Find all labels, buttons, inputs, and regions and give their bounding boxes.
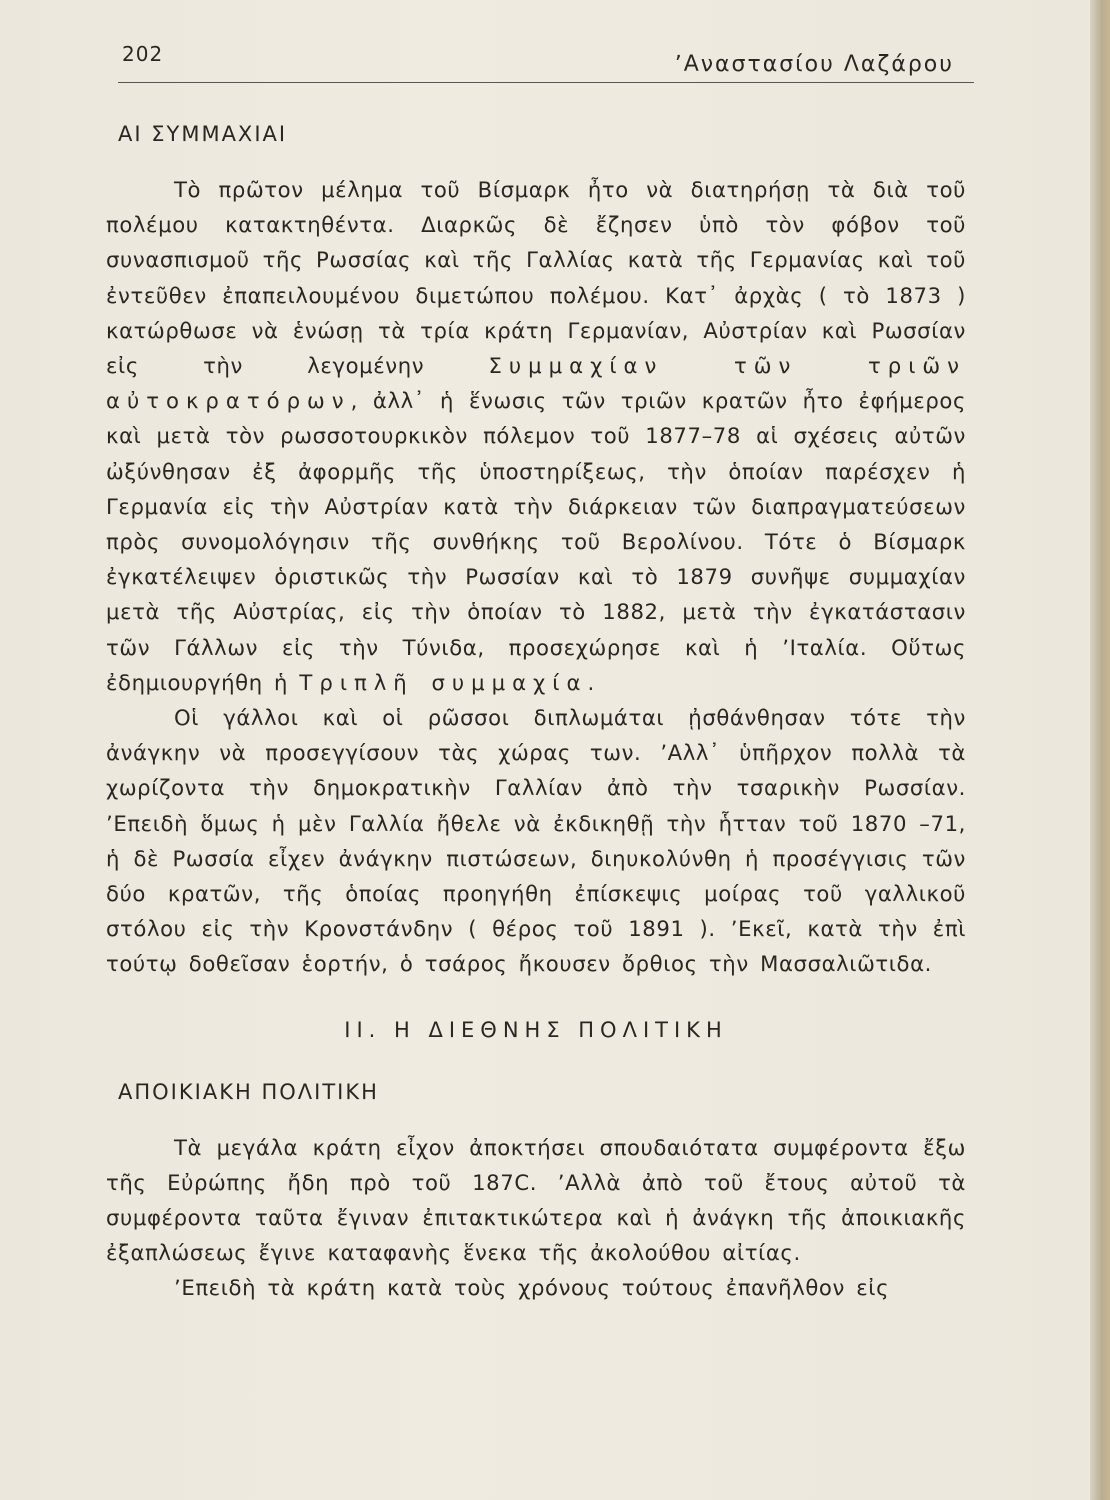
- paragraph-alliances-1: [106, 172, 966, 700]
- page-number: 202: [122, 42, 164, 66]
- section-heading-colonial: ΑΠΟΙΚΙΑΚΗ ΠΟΛΙΤΙΚΗ: [118, 1079, 379, 1104]
- chapter-heading: ΙΙ. Η ΔΙΕΘΝΗΣ ΠΟΛΙΤΙΚΗ: [344, 1017, 728, 1042]
- section-heading-alliances: ΑΙ ΣΥΜΜΑΧΙΑΙ: [118, 122, 288, 146]
- page-edge-shadow: [1090, 0, 1110, 1500]
- paragraph-text: , ἀλλ᾽ ἡ ἕνωσις τῶν τριῶν κρατῶν ἦτο ἐφήμερος καὶ μετὰ τὸν ρωσσοτουρκικὸν πόλεμον τοῦ 1877–78 αἱ σχέσεις αὐτῶν ὠξύνθησαν ἐξ ἀφορμῆς τῆς ὑποστηρίξεως, τὴν ὁποίαν παρέσχεν ἡ Γερμανία εἰς τὴν Αὐστρίαν κατὰ τὴν διάρκειαν τῶν διαπραγματεύσεων πρὸς συνομολόγησιν τῆς συνθήκης τοῦ Βερολίνου. Τότε ὁ Βίσμαρκ ἐγκατέλειψεν ὁριστικῶς τὴν Ρωσσίαν καὶ τὸ 1879 συνῆψε συμμαχίαν μετὰ τῆς Αὐστρίας, εἰς τὴν ὁποίαν τὸ 1882, μετὰ τὴν ἐγκατάστασιν τῶν Γάλλων εἰς τὴν Τύνιδα, προσεχώρησε καὶ ἡ ʼΙταλία. Οὕτως ἐδημιουργήθη ἡ: [106, 388, 966, 695]
- paragraph-alliances-2: Οἱ γάλλοι καὶ οἱ ρῶσσοι διπλωμάται ᾐσθάνθησαν τότε τὴν ἀνάγκην νὰ προσεγγίσουν τὰς χώρας των. ʼΑλλ᾽ ὑπῆρχον πολλὰ τὰ χωρίζοντα τὴν δημοκρατικὴν Γαλλίαν ἀπὸ τὴν τσαρικὴν Ρωσσίαν. ʼΕπειδὴ ὅμως ἡ μὲν Γαλλία ἤθελε νὰ ἐκδικηθῇ τὴν ἧτταν τοῦ 1870 –71, ἡ δὲ Ρωσσία εἶχεν ἀνάγκην πιστώσεων, διηυκολύνθη ἡ προσέγγισις τῶν δύο κρατῶν, τῆς ὁποίας προηγήθη ἐπίσκεψις μοίρας τοῦ γαλλικοῦ στόλου εἰς τὴν Κρονστάνδην ( θέρος τοῦ 1891 ). ʼΕκεῖ, κατὰ τὴν ἐπὶ τούτῳ δοθεῖσαν ἑορτήν, ὁ τσάρος ἤκουσεν ὄρθιος τὴν Μασσαλιῶτιδα.: [106, 705, 966, 977]
- emphasized-term-three-emperors: Συμμαχίαν τῶν τριῶν αὐτοκρατόρων: [106, 353, 966, 414]
- page-body: [106, 106, 966, 1306]
- header-rule: [118, 82, 974, 83]
- paragraph-text: Τὸ πρῶτον μέλημα τοῦ Βίσμαρκ ἦτο νὰ διατηρήσῃ τὰ διὰ τοῦ πολέμου κατακτηθέντα. Διαρκῶς δὲ ἔζησεν ὑπὸ τὸν φόβον τοῦ συνασπισμοῦ τῆς Ρωσσίας καὶ τῆς Γαλλίας κατὰ τῆς Γερμανίας καὶ τοῦ ἐντεῦθεν ἐπαπειλουμένου διμετώπου πολέμου. Κατ᾽ ἀρχὰς ( τὸ 1873 ) κατώρθωσε νὰ ἑνώσῃ τὰ τρία κράτη Γερμανίαν, Αὐστρίαν καὶ Ρωσσίαν εἰς τὴν λεγομένην: [106, 177, 966, 379]
- paragraph-colonial-2: ʼΕπειδὴ τὰ κράτη κατὰ τοὺς χρόνους τούτους ἐπανῆλθον εἰς: [174, 1275, 890, 1301]
- running-head-author: ʼΑναστασίου Λαζάρου: [674, 52, 954, 77]
- emphasized-term-triple-alliance: Τριπλῆ συμμαχία: [299, 669, 588, 695]
- paragraph-colonial-1: Τὰ μεγάλα κράτη εἶχον ἀποκτήσει σπουδαιότατα συμφέροντα ἔξω τῆς Εὐρώπης ἤδη πρὸ τοῦ 187C. ʼΑλλὰ ἀπὸ τοῦ ἔτους αὐτοῦ τὰ συμφέροντα ταῦτα ἔγιναν ἐπιτακτικώτερα καὶ ἡ ἀνάγκη τῆς ἀποικιακῆς ἐξαπλώσεως ἔγινε καταφανὴς ἕνεκα τῆς ἀκολούθου αἰτίας.: [106, 1134, 966, 1266]
- paragraph-text: .: [587, 669, 595, 695]
